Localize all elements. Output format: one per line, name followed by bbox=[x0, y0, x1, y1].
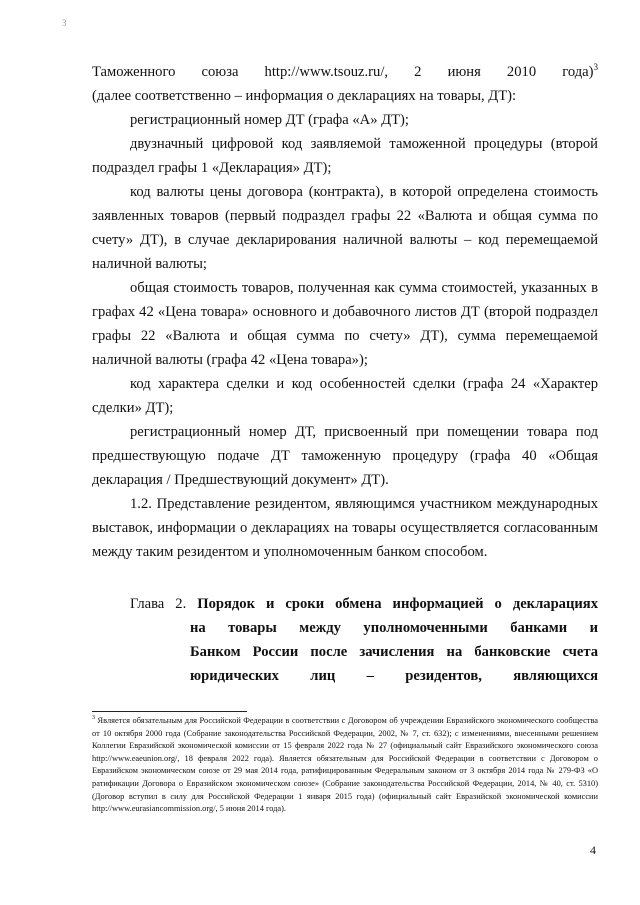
paragraph-continuation bbox=[92, 60, 598, 84]
footnote-text: Является обязательным для Российской Федерации в соответствии с Договором об учреждении Евразийского экономического сообщества от 10 октября 2000 года (Собрание законодательства Российской Федерации, 2002, № 7, ст. 632); с изменениями, внесенными решением Коллегии Евразийской экономической комиссии от 15 февраля 2022 года № 27 (официальный сайт Евразийского экономического союза http://www.eaeunion.org/, 18 февраля 2022 года). Является обязательным для Российской Федерации в соответствии с Договором о Евразийском экономическом союзе от 29 мая 2014 года, ратифицированным Федеральным законом от 3 октября 2014 года № 279-ФЗ «О ратификации Договора о Евразийском экономическом союзе» (Собрание законодательства Российской Федерации, 2014, № 40, ст. 5310) (Договор вступил в силу для Российской Федерации 1 января 2015 года) (официальный сайт Евразийской экономической комиссии http://www.eurasiancommission.org/, 5 июня 2014 года). bbox=[92, 716, 599, 814]
document-body bbox=[92, 60, 598, 688]
heading-line: на товары между уполномоченными банками и bbox=[190, 620, 598, 636]
corner-mark: 3 bbox=[62, 18, 67, 28]
list-item: двузначный цифровой код заявляемой таможенной процедуры (второй подраздел графы 1 «Декларация» ДТ); bbox=[92, 136, 598, 176]
chapter-number: Глава 2. bbox=[130, 596, 187, 612]
footnote bbox=[92, 715, 598, 816]
footnote-divider bbox=[92, 711, 247, 712]
heading-line: юридических лиц – резидентов, являющихся bbox=[190, 668, 598, 684]
chapter-heading bbox=[92, 592, 598, 688]
paragraph-continuation-tail: (далее соответственно – информация о декларациях на товары, ДТ): bbox=[92, 88, 517, 104]
page-number: 4 bbox=[590, 843, 596, 857]
list-item: регистрационный номер ДТ (графа «А» ДТ); bbox=[130, 112, 409, 128]
footnote-mark: 3 bbox=[92, 715, 95, 722]
heading-line: Банком России после зачисления на банковские счета bbox=[190, 644, 598, 660]
paragraph-text: Таможенного союза http://www.tsouz.ru/, 2 июня 2010 года) bbox=[92, 64, 594, 80]
heading-text: Порядок и сроки обмена информацией о декларациях bbox=[197, 596, 598, 612]
list-item: код характера сделки и код особенностей сделки (графа 24 «Характер сделки» ДТ); bbox=[92, 376, 598, 416]
section-paragraph: 1.2. Представление резидентом, являющимся участником международных выставок, информации о декларациях на товары осуществляется согласованным между таким резидентом и уполномоченным банком способом. bbox=[92, 496, 598, 560]
list-item: регистрационный номер ДТ, присвоенный при помещении товара под предшествующую подаче ДТ таможенную процедуру (графа 40 «Общая декларация / Предшествующий документ» ДТ). bbox=[92, 424, 598, 488]
footnote-ref: 3 bbox=[593, 62, 598, 73]
heading-line bbox=[92, 592, 598, 616]
list-item: общая стоимость товаров, полученная как сумма стоимостей, указанных в графах 42 «Цена товара» основного и добавочного листов ДТ (второй подраздел графы 22 «Валюта и общая сумма по счету» ДТ), сумма перемещаемой наличной валюты (графа 42 «Цена товара»); bbox=[92, 280, 598, 368]
list-item: код валюты цены договора (контракта), в которой определена стоимость заявленных товаров (первый подраздел графы 22 «Валюта и общая сумма по счету» ДТ), в случае декларирования наличной валюты – код перемещаемой наличной валюты; bbox=[92, 184, 598, 272]
